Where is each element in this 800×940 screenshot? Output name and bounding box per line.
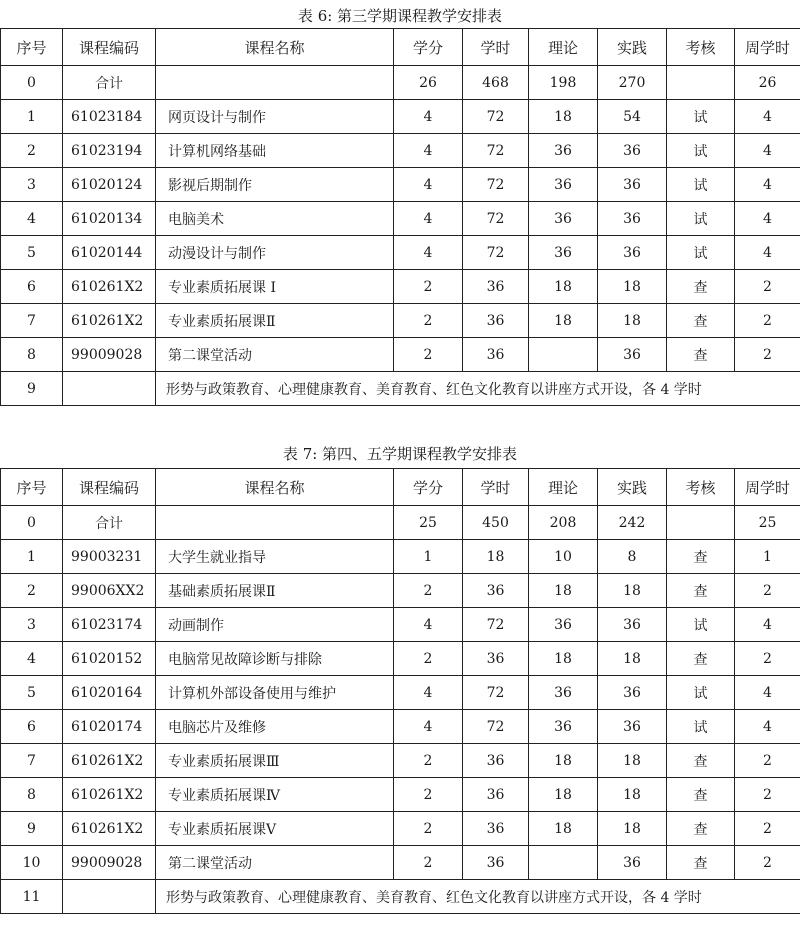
table-row bbox=[1, 744, 800, 778]
table-cell: 9 bbox=[1, 812, 63, 846]
table-cell: 18 bbox=[598, 778, 667, 812]
table7-body bbox=[1, 506, 800, 914]
header-cell: 周学时 bbox=[735, 29, 800, 66]
header-cell: 周学时 bbox=[735, 469, 800, 506]
table-cell: 大学生就业指导 bbox=[156, 540, 394, 574]
table-cell: 25 bbox=[394, 506, 463, 540]
table-cell: 2 bbox=[1, 134, 63, 168]
header-cell: 实践 bbox=[598, 29, 667, 66]
table-cell: 2 bbox=[735, 304, 800, 338]
header-row bbox=[1, 29, 800, 66]
table-cell: 18 bbox=[598, 574, 667, 608]
table-row bbox=[1, 540, 800, 574]
table-cell bbox=[156, 506, 394, 540]
header-cell: 序号 bbox=[1, 469, 63, 506]
table-cell: 2 bbox=[394, 812, 463, 846]
table-cell: 99009028 bbox=[63, 338, 156, 372]
note-row bbox=[1, 880, 800, 914]
table-row bbox=[1, 100, 800, 134]
table-cell: 61020164 bbox=[63, 676, 156, 710]
table-cell: 6 bbox=[1, 710, 63, 744]
table-cell: 61020134 bbox=[63, 202, 156, 236]
table-cell: 54 bbox=[598, 100, 667, 134]
table-cell: 8 bbox=[1, 778, 63, 812]
table-cell: 试 bbox=[667, 608, 735, 642]
table-cell: 查 bbox=[667, 338, 735, 372]
table-cell: 查 bbox=[667, 540, 735, 574]
table-cell: 2 bbox=[394, 846, 463, 880]
table-cell: 36 bbox=[598, 608, 667, 642]
header-cell: 考核 bbox=[667, 469, 735, 506]
table-cell: 4 bbox=[735, 202, 800, 236]
table-cell: 6 bbox=[1, 270, 63, 304]
table-cell: 4 bbox=[1, 202, 63, 236]
table-cell: 7 bbox=[1, 304, 63, 338]
table-cell: 1 bbox=[735, 540, 800, 574]
table-cell: 72 bbox=[463, 676, 529, 710]
table-cell: 4 bbox=[394, 236, 463, 270]
table-cell bbox=[667, 506, 735, 540]
table-cell: 36 bbox=[529, 608, 598, 642]
table-cell: 3 bbox=[1, 608, 63, 642]
table-cell: 0 bbox=[1, 506, 63, 540]
table-cell: 10 bbox=[1, 846, 63, 880]
table-cell: 试 bbox=[667, 134, 735, 168]
note-index-cell: 11 bbox=[1, 880, 63, 914]
table-cell: 36 bbox=[463, 338, 529, 372]
table-cell: 影视后期制作 bbox=[156, 168, 394, 202]
table-cell: 25 bbox=[735, 506, 800, 540]
table-cell: 专业素质拓展课Ⅴ bbox=[156, 812, 394, 846]
table-cell: 专业素质拓展课Ⅳ bbox=[156, 778, 394, 812]
table-cell: 0 bbox=[1, 66, 63, 100]
table-cell: 36 bbox=[598, 676, 667, 710]
table-cell: 18 bbox=[598, 304, 667, 338]
table-cell: 动漫设计与制作 bbox=[156, 236, 394, 270]
header-cell: 学分 bbox=[394, 29, 463, 66]
header-row bbox=[1, 469, 800, 506]
table-cell: 72 bbox=[463, 710, 529, 744]
header-cell: 实践 bbox=[598, 469, 667, 506]
table-cell bbox=[529, 338, 598, 372]
table-cell: 第二课堂活动 bbox=[156, 338, 394, 372]
header-cell: 学分 bbox=[394, 469, 463, 506]
table-cell: 610261X2 bbox=[63, 812, 156, 846]
header-cell: 课程编码 bbox=[63, 469, 156, 506]
table-row bbox=[1, 236, 800, 270]
table-cell: 61020124 bbox=[63, 168, 156, 202]
table-cell: 合计 bbox=[63, 66, 156, 100]
header-cell: 序号 bbox=[1, 29, 63, 66]
table-cell: 2 bbox=[394, 778, 463, 812]
table-cell: 4 bbox=[735, 676, 800, 710]
table-cell: 4 bbox=[394, 168, 463, 202]
table-cell: 试 bbox=[667, 100, 735, 134]
table-cell: 查 bbox=[667, 744, 735, 778]
table-row bbox=[1, 642, 800, 676]
table-row bbox=[1, 304, 800, 338]
table-cell: 61023184 bbox=[63, 100, 156, 134]
table-cell: 36 bbox=[463, 574, 529, 608]
table-cell: 36 bbox=[598, 134, 667, 168]
table6-caption: 表 6: 第三学期课程教学安排表 bbox=[297, 7, 503, 25]
table-cell: 72 bbox=[463, 236, 529, 270]
table-cell: 4 bbox=[394, 202, 463, 236]
table-cell: 专业素质拓展课Ⅲ bbox=[156, 744, 394, 778]
header-cell: 考核 bbox=[667, 29, 735, 66]
table-cell: 36 bbox=[463, 812, 529, 846]
table-row bbox=[1, 338, 800, 372]
table-row bbox=[1, 710, 800, 744]
table-cell: 4 bbox=[735, 100, 800, 134]
table-row bbox=[1, 506, 800, 540]
table-cell: 208 bbox=[529, 506, 598, 540]
table-cell: 8 bbox=[1, 338, 63, 372]
table-cell: 查 bbox=[667, 812, 735, 846]
note-row bbox=[1, 372, 800, 406]
empty-cell bbox=[63, 880, 156, 914]
table-cell: 1 bbox=[1, 100, 63, 134]
table-cell: 36 bbox=[463, 744, 529, 778]
table-cell: 610261X2 bbox=[63, 744, 156, 778]
table-cell: 5 bbox=[1, 236, 63, 270]
table-cell: 36 bbox=[598, 710, 667, 744]
table-cell: 合计 bbox=[63, 506, 156, 540]
table-cell: 2 bbox=[394, 338, 463, 372]
table-cell: 61023194 bbox=[63, 134, 156, 168]
table-cell: 36 bbox=[463, 778, 529, 812]
table-cell: 查 bbox=[667, 642, 735, 676]
table-cell: 18 bbox=[529, 304, 598, 338]
table-cell: 610261X2 bbox=[63, 270, 156, 304]
table-row bbox=[1, 168, 800, 202]
table-cell: 试 bbox=[667, 676, 735, 710]
table-cell: 电脑常见故障诊断与排除 bbox=[156, 642, 394, 676]
table-cell: 18 bbox=[529, 812, 598, 846]
table-cell: 4 bbox=[735, 236, 800, 270]
table-cell: 36 bbox=[463, 270, 529, 304]
table-cell: 查 bbox=[667, 574, 735, 608]
table-cell: 99006XX2 bbox=[63, 574, 156, 608]
table-row bbox=[1, 676, 800, 710]
table-cell: 2 bbox=[394, 574, 463, 608]
table-cell: 电脑芯片及维修 bbox=[156, 710, 394, 744]
table-row bbox=[1, 66, 800, 100]
table-cell: 专业素质拓展课 Ⅰ bbox=[156, 270, 394, 304]
table-cell: 610261X2 bbox=[63, 778, 156, 812]
table-cell: 36 bbox=[529, 710, 598, 744]
table-row bbox=[1, 812, 800, 846]
table-cell: 查 bbox=[667, 778, 735, 812]
table-cell: 36 bbox=[463, 304, 529, 338]
table-row bbox=[1, 270, 800, 304]
table-cell: 4 bbox=[394, 710, 463, 744]
table-cell: 4 bbox=[1, 642, 63, 676]
header-cell: 课程名称 bbox=[156, 469, 394, 506]
header-cell: 学时 bbox=[463, 29, 529, 66]
table6 bbox=[0, 28, 800, 406]
table-row bbox=[1, 134, 800, 168]
table-cell: 72 bbox=[463, 202, 529, 236]
table-cell: 8 bbox=[598, 540, 667, 574]
table-cell: 610261X2 bbox=[63, 304, 156, 338]
table-cell: 动画制作 bbox=[156, 608, 394, 642]
table-row bbox=[1, 846, 800, 880]
table-cell: 4 bbox=[735, 710, 800, 744]
table-cell: 基础素质拓展课Ⅱ bbox=[156, 574, 394, 608]
table-row bbox=[1, 202, 800, 236]
table-cell: 450 bbox=[463, 506, 529, 540]
table-cell: 61020144 bbox=[63, 236, 156, 270]
table-cell: 242 bbox=[598, 506, 667, 540]
table-cell: 第二课堂活动 bbox=[156, 846, 394, 880]
header-cell: 理论 bbox=[529, 469, 598, 506]
header-cell: 课程名称 bbox=[156, 29, 394, 66]
table-cell: 468 bbox=[463, 66, 529, 100]
table7 bbox=[0, 468, 800, 914]
table-row bbox=[1, 574, 800, 608]
table-cell: 61023174 bbox=[63, 608, 156, 642]
empty-cell bbox=[63, 372, 156, 406]
table-row bbox=[1, 608, 800, 642]
header-cell: 课程编码 bbox=[63, 29, 156, 66]
table-cell bbox=[156, 66, 394, 100]
table-cell: 5 bbox=[1, 676, 63, 710]
table-cell: 18 bbox=[598, 812, 667, 846]
table-cell: 网页设计与制作 bbox=[156, 100, 394, 134]
table-cell: 2 bbox=[394, 304, 463, 338]
table-cell: 7 bbox=[1, 744, 63, 778]
header-cell: 理论 bbox=[529, 29, 598, 66]
table-cell: 2 bbox=[1, 574, 63, 608]
table-cell: 61020174 bbox=[63, 710, 156, 744]
table-cell: 2 bbox=[735, 744, 800, 778]
table-cell bbox=[667, 66, 735, 100]
table-cell: 18 bbox=[529, 744, 598, 778]
table-cell: 18 bbox=[529, 100, 598, 134]
table-cell: 1 bbox=[394, 540, 463, 574]
table-cell: 2 bbox=[735, 338, 800, 372]
table-cell: 4 bbox=[394, 608, 463, 642]
table-cell: 查 bbox=[667, 846, 735, 880]
table-cell: 2 bbox=[735, 270, 800, 304]
table-cell: 18 bbox=[598, 642, 667, 676]
table-cell: 72 bbox=[463, 168, 529, 202]
table-cell: 1 bbox=[1, 540, 63, 574]
table-cell: 2 bbox=[394, 270, 463, 304]
note-text: 形势与政策教育、心理健康教育、美育教育、红色文化教育以讲座方式开设，各 4 学时 bbox=[156, 880, 800, 914]
table-cell: 4 bbox=[394, 134, 463, 168]
table7-caption: 表 7: 第四、五学期课程教学安排表 bbox=[282, 445, 518, 463]
table-cell: 查 bbox=[667, 304, 735, 338]
table-cell: 试 bbox=[667, 202, 735, 236]
table-cell: 72 bbox=[463, 608, 529, 642]
table-row bbox=[1, 778, 800, 812]
table-cell: 36 bbox=[529, 236, 598, 270]
table-cell: 36 bbox=[529, 202, 598, 236]
table-cell: 2 bbox=[394, 744, 463, 778]
table-cell: 36 bbox=[529, 134, 598, 168]
note-index-cell: 9 bbox=[1, 372, 63, 406]
table-cell: 试 bbox=[667, 236, 735, 270]
table-cell: 36 bbox=[598, 236, 667, 270]
table-cell: 26 bbox=[735, 66, 800, 100]
note-text: 形势与政策教育、心理健康教育、美育教育、红色文化教育以讲座方式开设，各 4 学时 bbox=[156, 372, 800, 406]
table-cell: 4 bbox=[394, 100, 463, 134]
table-cell: 18 bbox=[529, 642, 598, 676]
table-cell: 10 bbox=[529, 540, 598, 574]
table-cell: 18 bbox=[529, 778, 598, 812]
table-cell: 198 bbox=[529, 66, 598, 100]
table-cell: 4 bbox=[394, 676, 463, 710]
table-cell: 36 bbox=[598, 846, 667, 880]
table-cell: 61020152 bbox=[63, 642, 156, 676]
table-cell: 查 bbox=[667, 270, 735, 304]
table-cell: 72 bbox=[463, 100, 529, 134]
table-cell: 2 bbox=[394, 642, 463, 676]
table-cell: 18 bbox=[598, 270, 667, 304]
table-cell: 4 bbox=[735, 168, 800, 202]
table-cell: 18 bbox=[598, 744, 667, 778]
table-cell: 试 bbox=[667, 710, 735, 744]
table-cell: 99003231 bbox=[63, 540, 156, 574]
table-cell: 2 bbox=[735, 642, 800, 676]
table-cell: 36 bbox=[529, 676, 598, 710]
table-cell: 18 bbox=[529, 270, 598, 304]
table-cell: 99009028 bbox=[63, 846, 156, 880]
table-cell: 72 bbox=[463, 134, 529, 168]
table-cell: 计算机外部设备使用与维护 bbox=[156, 676, 394, 710]
table-cell: 18 bbox=[529, 574, 598, 608]
header-cell: 学时 bbox=[463, 469, 529, 506]
table-cell: 电脑美术 bbox=[156, 202, 394, 236]
table-cell: 2 bbox=[735, 812, 800, 846]
table-cell: 试 bbox=[667, 168, 735, 202]
table-cell: 36 bbox=[463, 642, 529, 676]
table-cell: 计算机网络基础 bbox=[156, 134, 394, 168]
table-cell: 2 bbox=[735, 846, 800, 880]
table-cell: 2 bbox=[735, 574, 800, 608]
table-cell: 2 bbox=[735, 778, 800, 812]
table-cell: 3 bbox=[1, 168, 63, 202]
table-cell: 36 bbox=[529, 168, 598, 202]
table-cell: 26 bbox=[394, 66, 463, 100]
table-cell: 4 bbox=[735, 608, 800, 642]
table-cell: 36 bbox=[598, 338, 667, 372]
table6-body bbox=[1, 66, 800, 406]
table-cell: 4 bbox=[735, 134, 800, 168]
table-cell: 18 bbox=[463, 540, 529, 574]
table-cell: 36 bbox=[463, 846, 529, 880]
table-cell: 36 bbox=[598, 168, 667, 202]
table-cell bbox=[529, 846, 598, 880]
table-cell: 36 bbox=[598, 202, 667, 236]
table-cell: 270 bbox=[598, 66, 667, 100]
table-cell: 专业素质拓展课Ⅱ bbox=[156, 304, 394, 338]
